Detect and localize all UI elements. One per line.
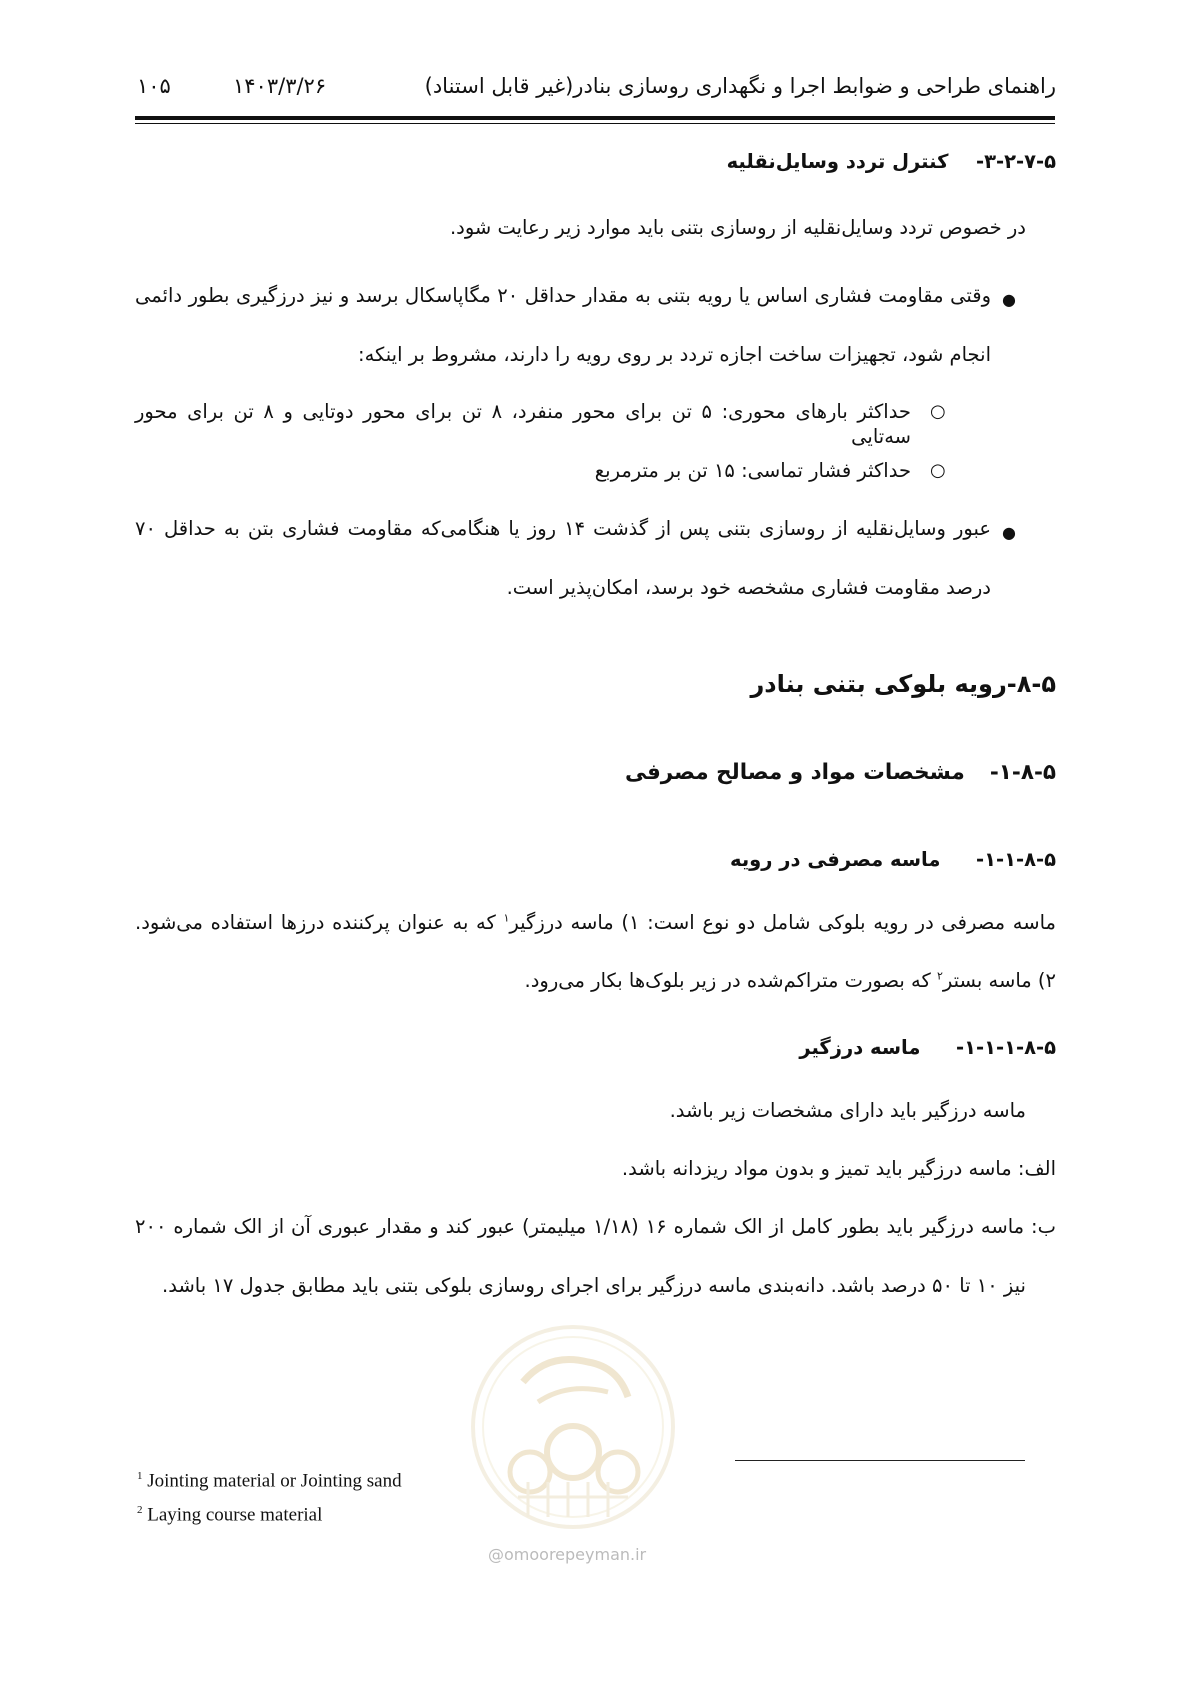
paragraph: در خصوص تردد وسایل‌نقلیه از روسازی بتنی باید موارد زیر رعایت شود. — [449, 216, 1026, 239]
section-number: ۱-۸-۵- — [989, 760, 1056, 785]
paragraph-line: ماسه مصرفی در رویه بلوکی شامل دو نوع است: ۱) ماسه درزگیر$^۱$ که به عنوان پرکننده درزها استفاده می‌شود. — [135, 911, 1056, 934]
paragraph-line: ب: ماسه درزگیر باید بطور کامل از الک شماره ۱۶ (۱/۱۸ میلیمتر) عبور کند و مقدار عبوری آن از الک شماره ۲۰۰ — [135, 1215, 1056, 1238]
bullet-icon: ● — [1002, 290, 1016, 309]
paragraph: ماسه درزگیر باید دارای مشخصات زیر باشد. — [669, 1099, 1026, 1122]
page-number: ۱۰۵ — [137, 74, 171, 98]
header-rule-thin — [135, 123, 1055, 124]
section-title: ماسه مصرفی در رویه — [730, 848, 941, 871]
footnote-ref[interactable]: ۲ — [936, 969, 943, 983]
footnote-mark: 2 — [137, 1504, 143, 1516]
section-heading — [799, 1036, 1056, 1059]
section-heading — [727, 150, 1056, 173]
section-heading — [625, 760, 1056, 785]
chapter-heading: ۸-۵-رویه بلوکی بتنی بنادر — [750, 670, 1056, 698]
paragraph: الف: ماسه درزگیر باید تمیز و بدون مواد ریزدانه باشد. — [621, 1157, 1056, 1180]
omoorepeyman-seal-icon — [468, 1322, 678, 1532]
circle-bullet-icon: ○ — [930, 401, 946, 422]
bullet-line: درصد مقاومت فشاری مشخصه خود برسد، امکان‌پذیر است. — [506, 576, 991, 599]
footnote-mark: 1 — [137, 1470, 143, 1482]
section-number: ۱-۱-۸-۵- — [976, 848, 1056, 871]
footnote — [137, 1470, 402, 1492]
paragraph-line: ۲) ماسه بستر$^۲$ که بصورت متراکم‌شده در زیر بلوک‌ها بکار می‌رود. — [524, 969, 1056, 992]
sub-bullet-line: حداکثر بارهای محوری: ۵ تن برای محور منفرد، ۸ تن برای محور دوتایی و ۸ تن برای محور سه‌تایی — [135, 400, 911, 449]
paragraph-line: نیز ۱۰ تا ۵۰ درصد باشد. دانه‌بندی ماسه درزگیر برای اجرای روسازی بلوکی بتنی باید مطابق جدول ۱۷ باشد. — [162, 1274, 1026, 1297]
footnote-ref[interactable]: ۱ — [503, 911, 510, 925]
header-date: ۱۴۰۳/۳/۲۶ — [233, 74, 327, 98]
sub-bullet-line: حداکثر فشار تماسی: ۱۵ تن بر مترمربع — [594, 459, 911, 482]
section-number: ۳-۲-۷-۵- — [976, 150, 1056, 173]
section-heading — [730, 848, 1056, 871]
bullet-icon: ● — [1002, 523, 1016, 542]
section-title: کنترل تردد وسایل‌نقلیه — [726, 150, 949, 173]
section-title: ماسه درزگیر — [799, 1036, 921, 1059]
footnote-text: Jointing material or Jointing sand — [147, 1470, 402, 1492]
section-number: ۱-۱-۱-۸-۵- — [956, 1036, 1056, 1059]
header-title: راهنمای طراحی و ضوابط اجرا و نگهداری روسازی بنادر(غیر قابل استناد) — [424, 74, 1056, 98]
circle-bullet-icon: ○ — [930, 460, 946, 481]
watermark-text: @omoorepeyman.ir — [488, 1545, 647, 1564]
section-title: مشخصات مواد و مصالح مصرفی — [624, 760, 965, 785]
bullet-line: عبور وسایل‌نقلیه از روسازی بتنی پس از گذشت ۱۴ روز یا هنگامی‌که مقاومت فشاری بتن به حداقل ۷۰ — [135, 517, 992, 540]
footnote-text: Laying course material — [147, 1504, 323, 1526]
footnote — [137, 1504, 322, 1526]
header-rule-thick — [135, 116, 1055, 120]
footnote-separator — [735, 1460, 1025, 1461]
bullet-line: انجام شود، تجهیزات ساخت اجازه تردد بر روی رویه را دارند، مشروط بر اینکه: — [358, 343, 991, 366]
bullet-line: وقتی مقاومت فشاری اساس یا رویه بتنی به مقدار حداقل ۲۰ مگاپاسکال برسد و نیز درزگیری بطور دائمی — [135, 284, 991, 307]
